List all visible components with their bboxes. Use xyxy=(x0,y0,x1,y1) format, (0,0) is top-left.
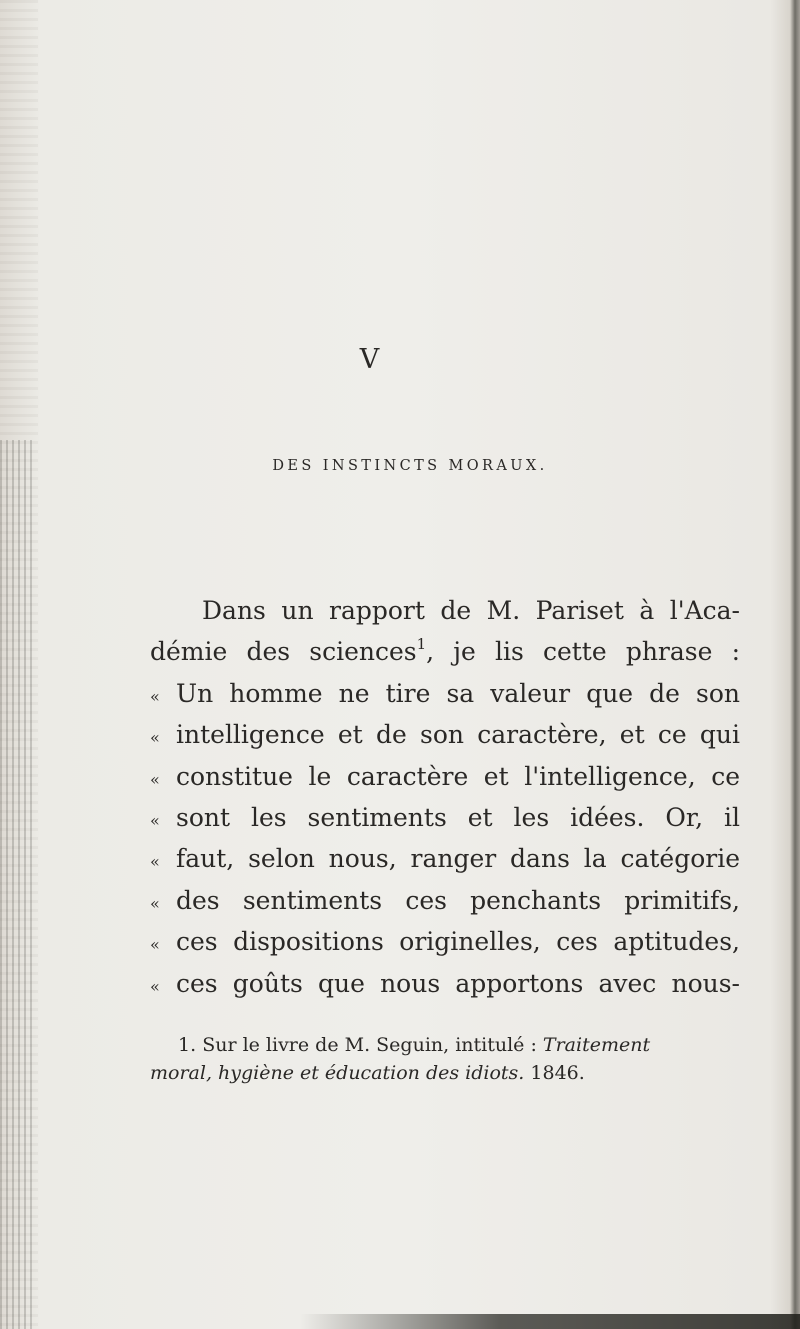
quote-mark: « xyxy=(150,686,160,706)
body-text xyxy=(150,590,740,1004)
chapter-title: DES INSTINCTS MORAUX. xyxy=(272,458,548,474)
text-line: « sont les sentiments et les idées. Or, il xyxy=(150,797,740,838)
text-line: Dans un rapport de M. Pariset à l'Aca- xyxy=(202,596,740,625)
text-line: « constitue le caractère et l'intelligence, ce xyxy=(150,756,740,797)
footnote-reference: 1 xyxy=(416,635,427,654)
footnote-book-title: Traitement xyxy=(542,1034,651,1056)
quote-mark: « xyxy=(150,976,160,996)
text-line: « intelligence et de son caractère, et ce qui xyxy=(150,714,740,755)
quote-mark: « xyxy=(150,935,160,955)
footnote xyxy=(150,1031,740,1087)
quote-mark: « xyxy=(150,810,160,830)
text-line: « ces goûts que nous apportons avec nous- xyxy=(150,963,740,1004)
footnote-year: 1846. xyxy=(530,1062,585,1084)
footnote-line: 1. Sur le livre de M. Seguin, intitulé : Traitement xyxy=(178,1034,651,1056)
footnote-number: 1. xyxy=(178,1034,197,1056)
quote-mark: « xyxy=(150,852,160,872)
quote-mark: « xyxy=(150,728,160,748)
chapter-number: V xyxy=(359,344,381,375)
quote-mark: « xyxy=(150,893,160,913)
text-line: « faut, selon nous, ranger dans la catégorie xyxy=(150,838,740,879)
text-line: démie des sciences$^1$, je lis cette phrase : xyxy=(150,635,740,667)
quote-mark: « xyxy=(150,769,160,789)
text-line: « ces dispositions originelles, ces aptitudes, xyxy=(150,921,740,962)
text-line: « des sentiments ces penchants primitifs, xyxy=(150,880,740,921)
page-edge-right xyxy=(790,0,800,1329)
footnote-book-title: moral, hygiène et éducation des idiots. xyxy=(150,1062,525,1084)
footnote-line xyxy=(150,1059,740,1087)
binding-edge-shadow xyxy=(0,440,34,1329)
text-line: « Un homme ne tire sa valeur que de son xyxy=(150,673,740,714)
page-edge-bottom xyxy=(300,1314,800,1329)
